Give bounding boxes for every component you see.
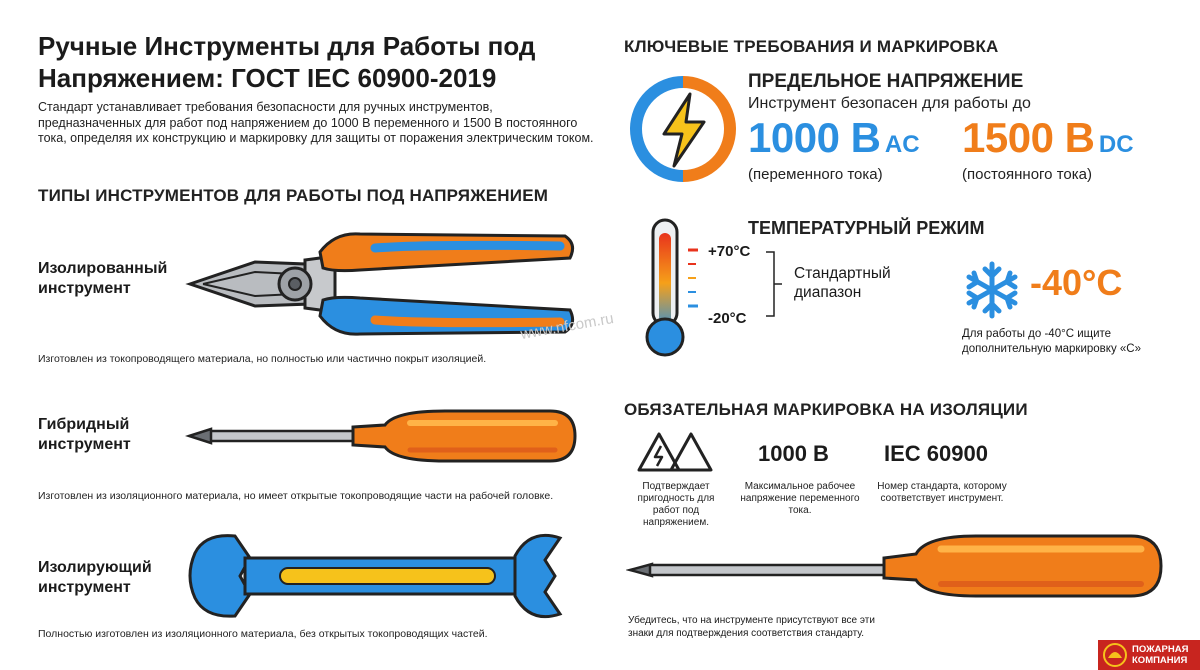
ac-value: 1000 В — [748, 114, 881, 161]
watermark: www.nfcom.ru — [519, 309, 615, 344]
mark-desc-standard: Номер стандарта, которому соответствует инструмент. — [877, 481, 1007, 504]
thermometer-scale — [688, 246, 702, 318]
voltage-subtitle: Инструмент безопасен для работы до — [748, 95, 1031, 112]
brand-line2: КОМПАНИЯ — [1132, 655, 1188, 666]
lightning-bolt-icon — [628, 74, 738, 184]
range-bracket — [764, 250, 784, 320]
requirements-heading: КЛЮЧЕВЫЕ ТРЕБОВАНИЯ И МАРКИРОВКА — [624, 37, 999, 56]
tool-label-insulated: Изолированный инструмент — [38, 260, 168, 297]
wrench-icon — [185, 528, 580, 623]
ac-unit: AC — [884, 131, 920, 158]
marking-heading: ОБЯЗАТЕЛЬНАЯ МАРКИРОВКА НА ИЗОЛЯЦИИ — [624, 400, 1028, 419]
tool-label-hybrid: Гибридный инструмент — [38, 416, 131, 453]
cold-value: -40°C — [1030, 262, 1123, 303]
types-heading: ТИПЫ ИНСТРУМЕНТОВ ДЛЯ РАБОТЫ ПОД НАПРЯЖЕНИЕМ — [38, 186, 549, 205]
temp-high: +70°C — [708, 243, 751, 260]
tool-desc-insulating: Полностью изготовлен из изоляционного материала, без открытых токопроводящих частей. — [38, 628, 488, 640]
double-triangle-icon — [635, 430, 715, 474]
dc-unit: DC — [1098, 131, 1134, 158]
page-title: Ручные Инструменты для Работы под Напряжением: ГОСТ IEC 60900-2019 — [38, 31, 536, 93]
dc-note: (постоянного тока) — [962, 166, 1092, 183]
voltage-title: ПРЕДЕЛЬНОЕ НАПРЯЖЕНИЕ — [748, 71, 1024, 92]
mark-desc-voltage: Максимальное рабочее напряжение переменного тока. — [740, 481, 860, 516]
marked-screwdriver-icon — [626, 530, 1166, 600]
mark-desc-symbol: Подтверждает пригодность для работ под напряжением. — [637, 481, 715, 528]
marking-footer-note: Убедитесь, что на инструменте присутствуют все эти знаки для подтверждения соответствия стандарту. — [628, 615, 875, 639]
thermometer-icon — [640, 215, 690, 360]
tool-desc-insulated: Изготовлен из токопроводящего материала, но полностью или частично покрыт изоляцией. — [38, 353, 487, 365]
mark-title-voltage: 1000 В — [758, 441, 829, 466]
helmet-logo-icon — [1102, 642, 1128, 668]
temp-low: -20°C — [708, 310, 747, 327]
screwdriver-icon — [185, 405, 580, 465]
snowflake-icon — [960, 260, 1024, 320]
intro-text: Стандарт устанавливает требования безопасности для ручных инструментов, предназначенных для работ под напряжением до 1000 В переменного и 1500 В постоянного тока, определяя их конструкцию и маркировку для защиты от поражения электрическим током. — [38, 100, 594, 145]
temperature-title: ТЕМПЕРАТУРНЫЙ РЕЖИМ — [748, 218, 985, 238]
dc-value: 1500 В — [962, 114, 1095, 161]
tool-label-insulating: Изолирующий инструмент — [38, 559, 152, 596]
brand-logo — [1098, 640, 1200, 670]
ac-note: (переменного тока) — [748, 166, 883, 183]
tool-desc-hybrid: Изготовлен из изоляционного материала, но имеет открытые токопроводящие части на рабочей головке. — [38, 490, 554, 502]
mark-title-standard: IEC 60900 — [884, 441, 988, 466]
temp-range-label: Стандартный диапазон — [794, 265, 891, 301]
voltage-ac — [748, 114, 920, 162]
brand-line1: ПОЖАРНАЯ — [1132, 644, 1189, 655]
cold-note: Для работы до -40°С ищите дополнительную маркировку «С» — [962, 328, 1141, 355]
voltage-dc — [962, 114, 1134, 162]
